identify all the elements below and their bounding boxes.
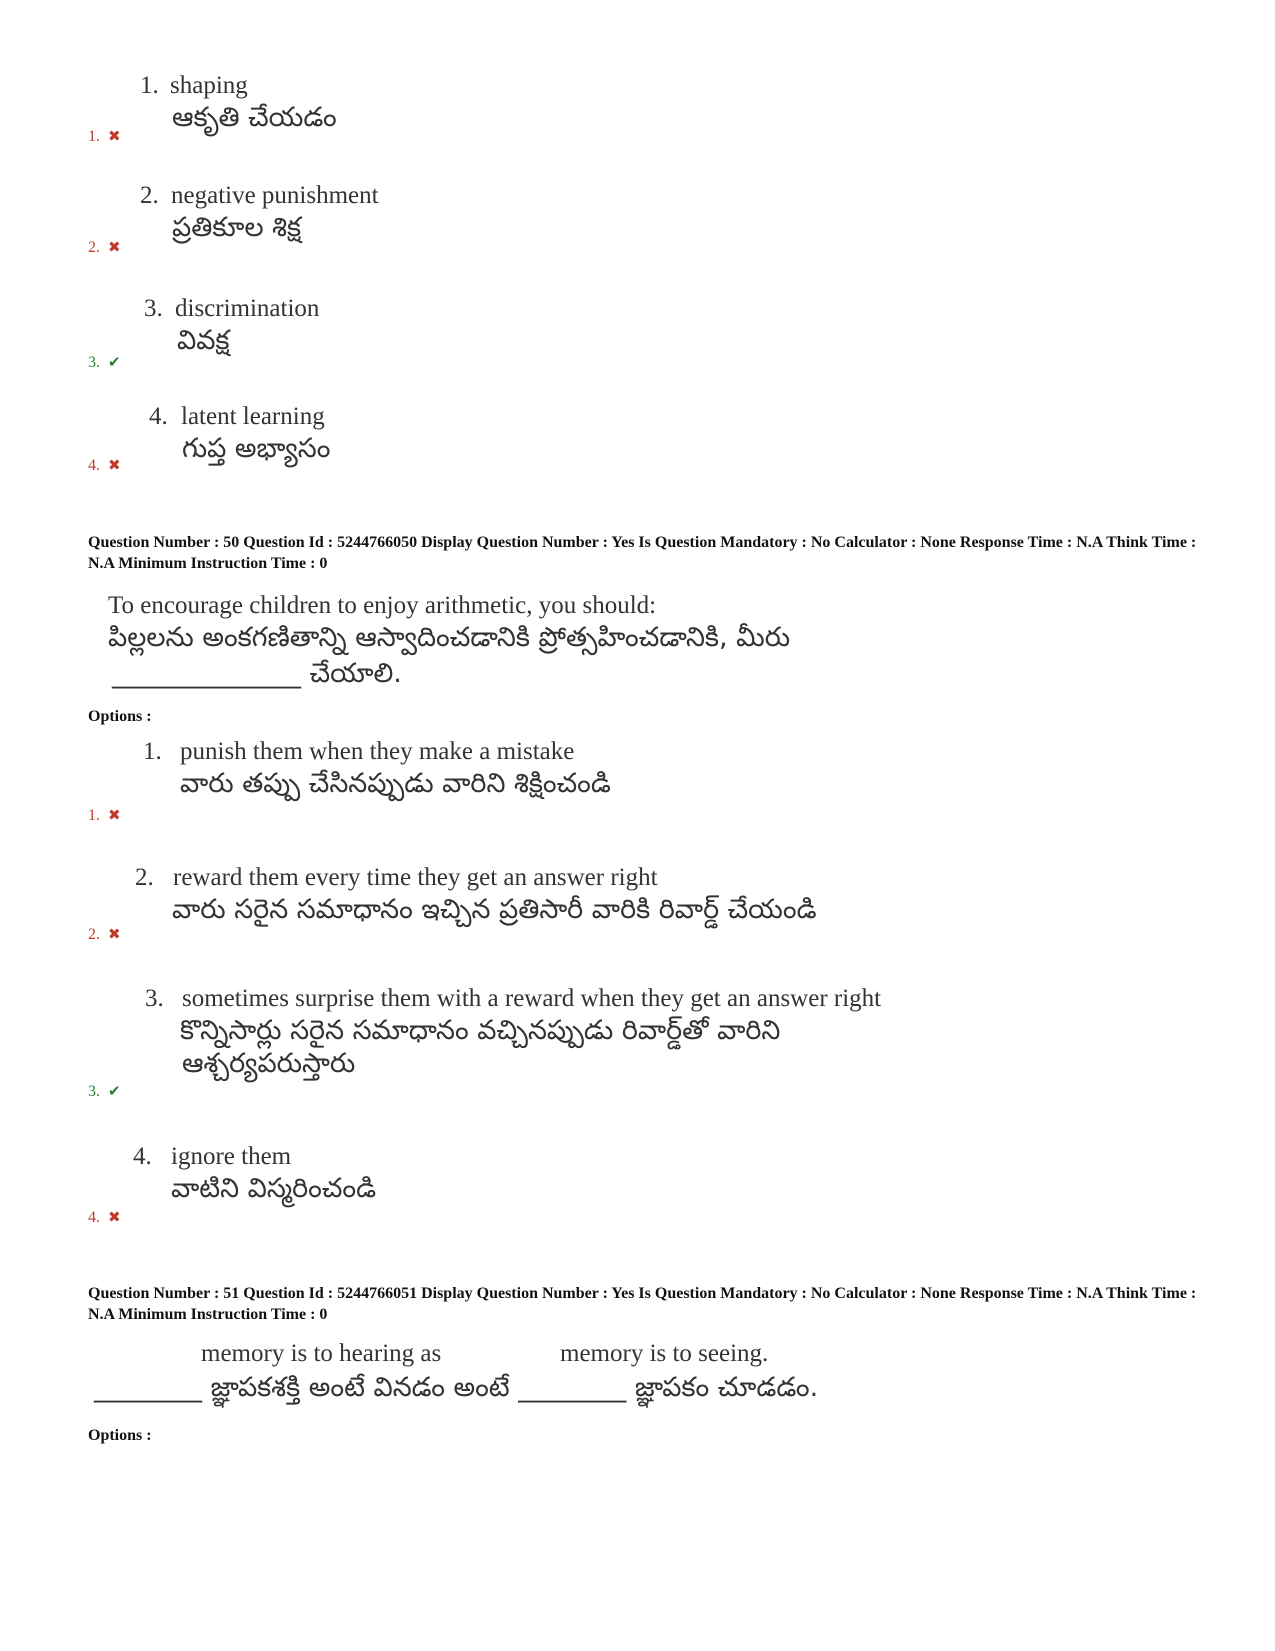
options-label: Options : — [88, 1427, 152, 1444]
cross-icon: ✖ — [108, 1208, 121, 1226]
option-text-te: ప్రతికూల శిక్ష — [172, 212, 302, 243]
option-mark: 1. ✖ — [88, 806, 121, 824]
option-text-en: negative punishment — [171, 182, 379, 209]
cross-icon: ✖ — [108, 456, 121, 474]
option-number: 3. — [144, 295, 163, 322]
option-number: 3. — [145, 985, 164, 1012]
question-text-en-b: memory is to seeing. — [560, 1340, 769, 1367]
option-text-te: వాటిని విస్మరించండి — [171, 1173, 377, 1204]
option-text-te: కొన్నిసార్లు సరైన సమాధానం వచ్చినప్పుడు రివార్డ్‌తో వారిని — [180, 1015, 781, 1046]
option-text-en: latent learning — [181, 403, 325, 430]
option-text-en: punish them when they make a mistake — [180, 738, 575, 765]
cross-icon: ✖ — [108, 238, 121, 256]
option-mark: 2. ✖ — [88, 238, 121, 256]
check-icon: ✔ — [108, 353, 121, 371]
option-text-en: sometimes surprise them with a reward when they get an answer right — [182, 985, 882, 1012]
question-text-te: ________ జ్ఞాపకశక్తి అంటే వినడం అంటే ________ జ్ఞాపకం చూడడం. — [94, 1372, 819, 1403]
cross-icon: ✖ — [108, 127, 121, 145]
option-mark: 2. ✖ — [88, 925, 121, 943]
cross-icon: ✖ — [108, 925, 121, 943]
options-label: Options : — [88, 708, 152, 725]
option-mark: 4. ✖ — [88, 456, 121, 474]
question-text-en-a: memory is to hearing as — [201, 1340, 442, 1367]
option-text-te-line2: ఆశ్చర్యపరుస్తారు — [182, 1048, 356, 1079]
question-meta: Question Number : 51 Question Id : 5244766051 Display Question Number : Yes Is Question Mandatory : No Calculator : None Response Time : N.A Think Time : N.A Minimum Instruction Time : 0 — [88, 1285, 1197, 1323]
question-text-te: పిల్లలను అంకగణితాన్ని ఆస్వాదించడానికి ప్రోత్సహించడానికి, మీరు — [108, 622, 791, 653]
option-mark: 3. ✔ — [88, 353, 121, 371]
option-mark: 3. ✔ — [88, 1082, 121, 1100]
option-number: 1. — [143, 738, 162, 765]
option-text-en: discrimination — [175, 295, 320, 322]
option-mark: 1. ✖ — [88, 127, 121, 145]
option-text-te: వారు సరైన సమాధానం ఇచ్చిన ప్రతిసారీ వారికి రివార్డ్ చేయండి — [172, 894, 817, 925]
option-text-te: గుప్త అభ్యాసం — [182, 433, 331, 464]
option-number: 2. — [140, 182, 159, 209]
option-number: 4. — [149, 403, 168, 430]
option-text-te: వివక్ష — [177, 325, 230, 356]
check-icon: ✔ — [108, 1082, 121, 1100]
option-text-te: వారు తప్పు చేసినప్పుడు వారిని శిక్షించండి — [180, 768, 611, 799]
option-text-en: shaping — [170, 72, 248, 99]
option-text-en: reward them every time they get an answer right — [173, 864, 658, 891]
question-meta: Question Number : 50 Question Id : 5244766050 Display Question Number : Yes Is Question Mandatory : No Calculator : None Response Time : N.A Think Time : N.A Minimum Instruction Time : 0 — [88, 534, 1197, 572]
option-number: 4. — [133, 1143, 152, 1170]
option-number: 1. — [140, 72, 159, 99]
question-text-te-blank: ______________ చేయాలి. — [112, 658, 402, 689]
question-text-en: To encourage children to enjoy arithmetic, you should: — [108, 592, 657, 619]
cross-icon: ✖ — [108, 806, 121, 824]
option-text-en: ignore them — [171, 1143, 292, 1170]
option-text-te: ఆకృతి చేయడం — [172, 102, 337, 133]
option-number: 2. — [135, 864, 154, 891]
option-mark: 4. ✖ — [88, 1208, 121, 1226]
